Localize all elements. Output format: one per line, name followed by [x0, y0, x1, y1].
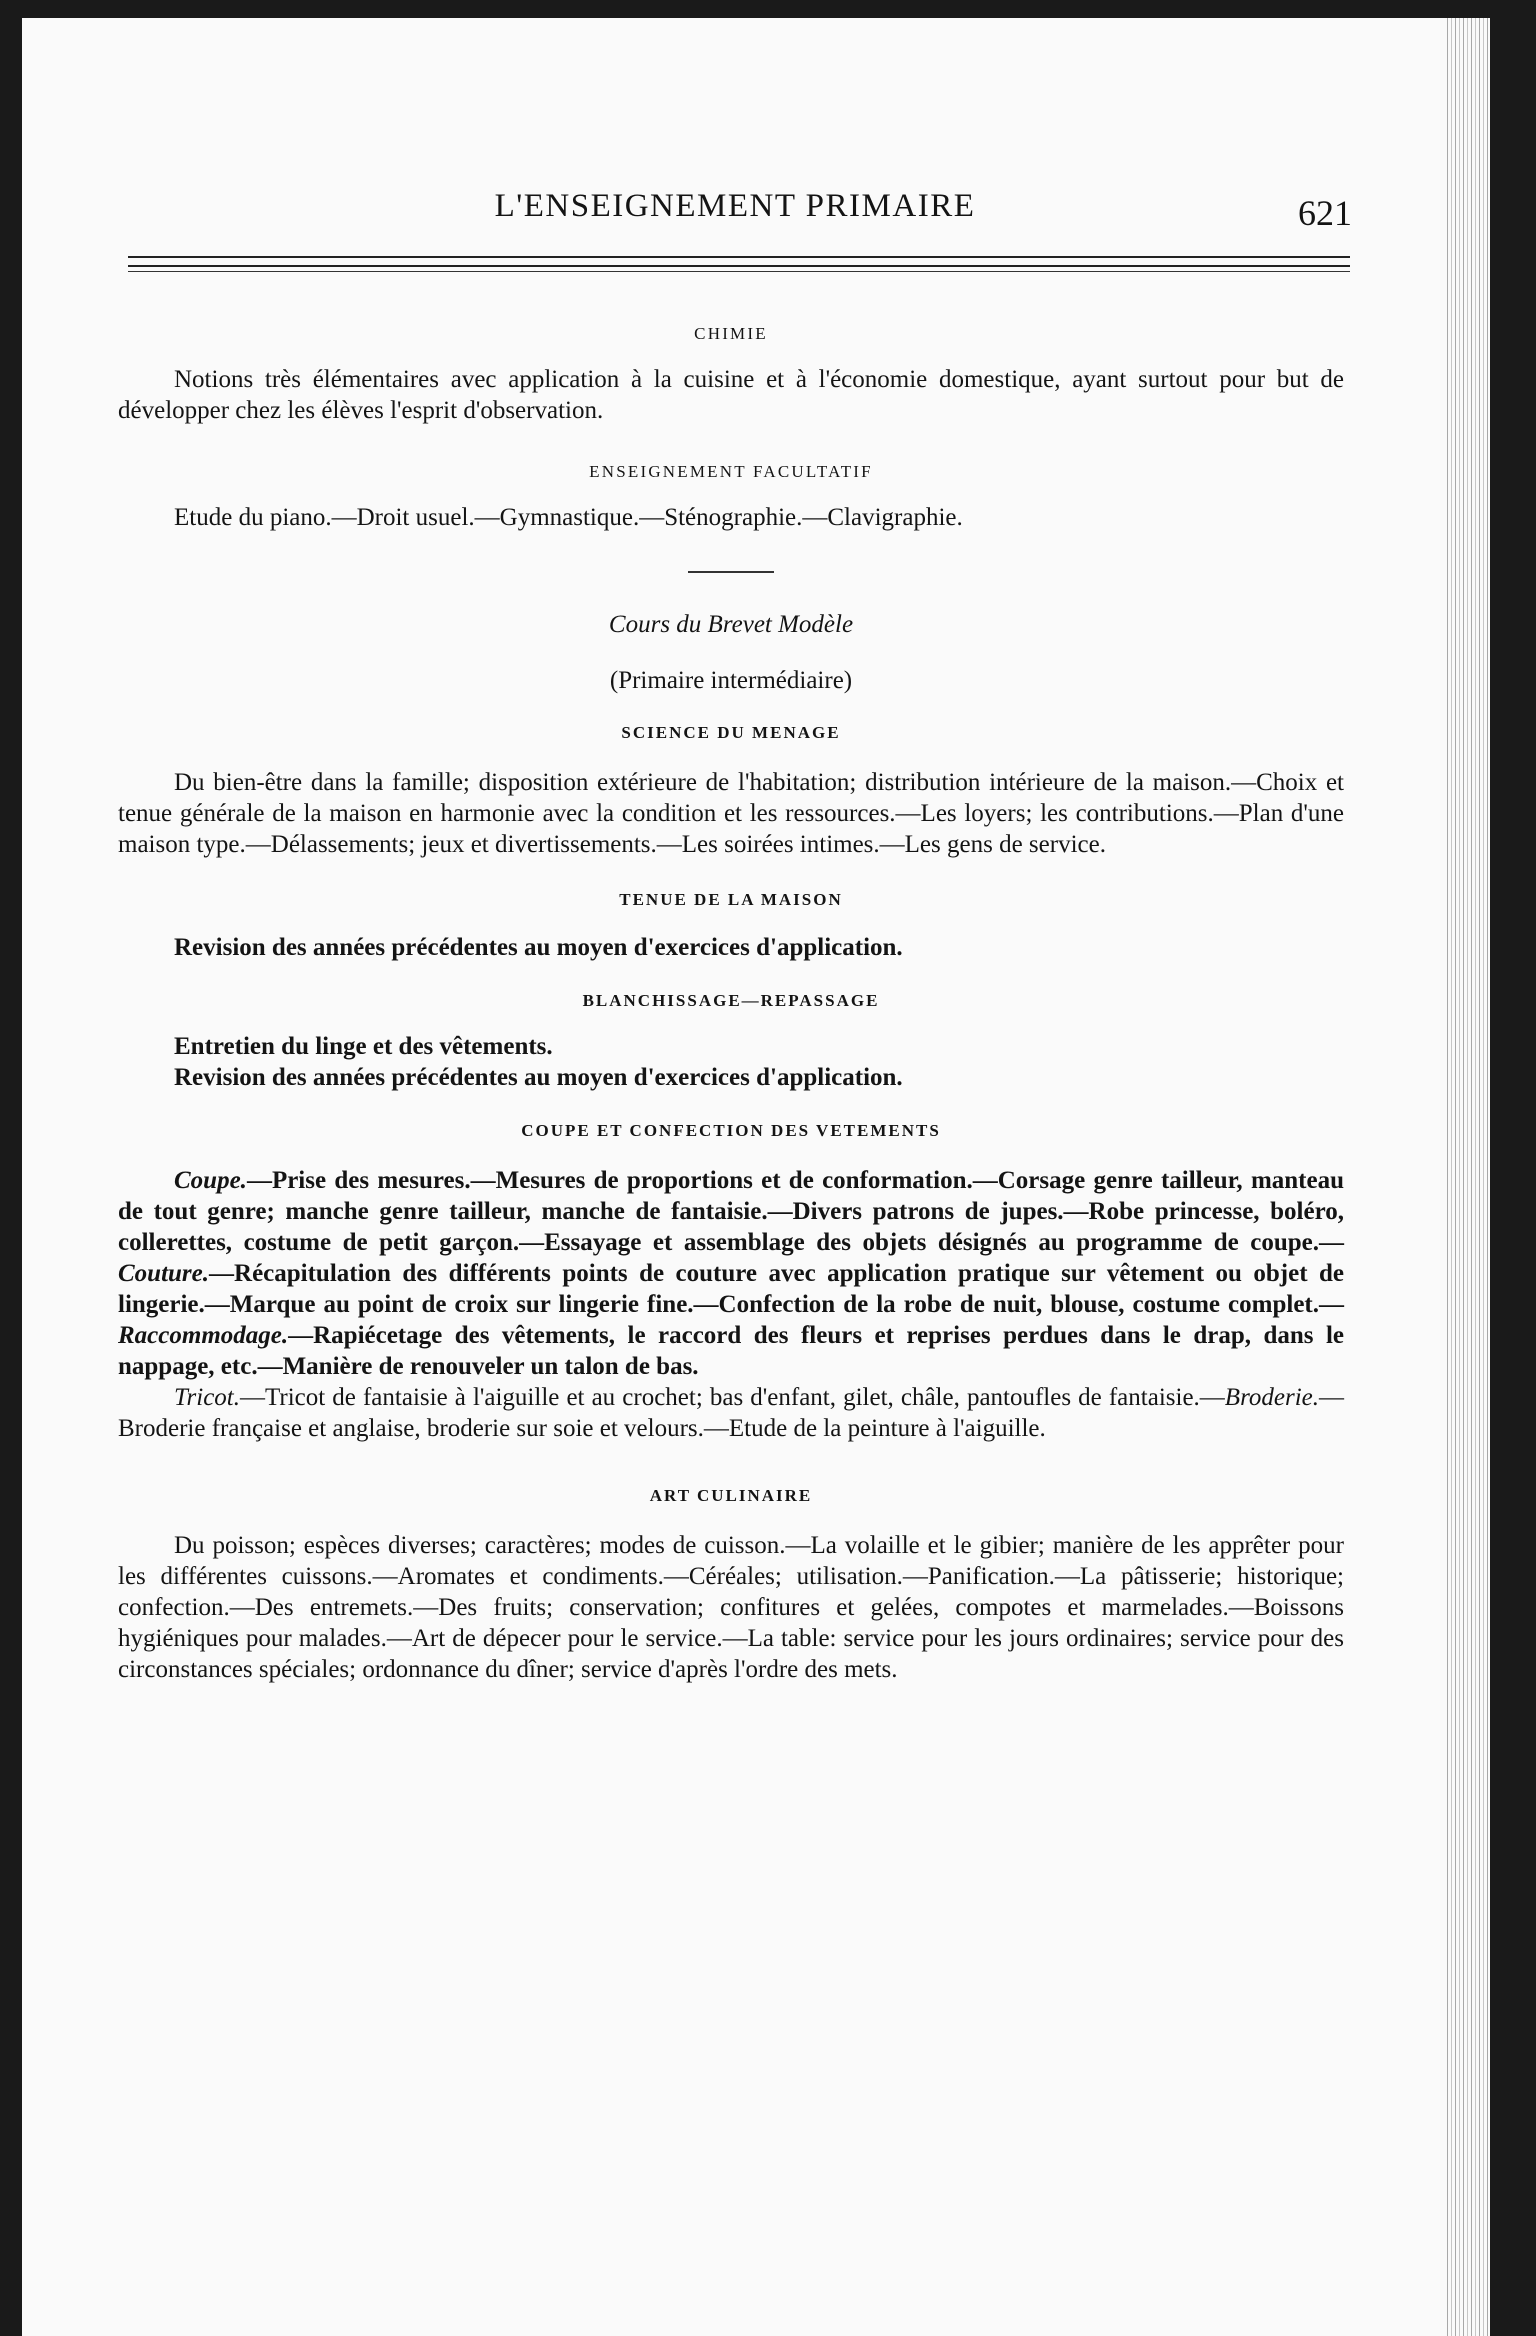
- course-subtitle: (Primaire intermédiaire): [609, 667, 853, 694]
- tenue-maison-paragraph: Revision des années précédentes au moyen d'exercices d'application.: [174, 934, 903, 961]
- coupe-paragraph: [118, 1165, 1344, 1382]
- coupe-label: Coupe.: [174, 1167, 247, 1194]
- blanchissage-line: Entretien du linge et des vêtements.: [174, 1033, 553, 1060]
- running-title: L'ENSEIGNEMENT PRIMAIRE: [494, 188, 976, 224]
- section-heading-coupe: COUPE ET CONFECTION DES VETEMENTS: [521, 1121, 941, 1140]
- section-heading-blanchissage: BLANCHISSAGE—REPASSAGE: [582, 991, 880, 1010]
- section-heading-art-culinaire: ART CULINAIRE: [649, 1486, 813, 1505]
- course-title: Cours du Brevet Modèle: [608, 611, 854, 638]
- facultatif-paragraph: Etude du piano.—Droit usuel.—Gymnastique.—Sténographie.—Clavigraphie.: [174, 504, 963, 531]
- page-edge-shadow: [1444, 18, 1490, 2336]
- chimie-paragraph: Notions très élémentaires avec application à la cuisine et à l'économie domestique, ayant surtout pour but de développer chez les élèves l'esprit d'observation.: [118, 366, 1344, 424]
- section-heading-facultatif: ENSEIGNEMENT FACULTATIF: [589, 462, 873, 481]
- header-rule: [128, 265, 1350, 267]
- blanchissage-line: Revision des années précédentes au moyen d'exercices d'application.: [174, 1064, 903, 1091]
- tricot-label: Tricot.: [174, 1384, 240, 1411]
- page-body: [118, 308, 1344, 1685]
- page-number: 621: [1298, 193, 1352, 233]
- section-heading-science-menage: SCIENCE DU MENAGE: [621, 723, 841, 742]
- header-rule: [128, 271, 1350, 272]
- broderie-text: —Broderie française et anglaise, broderie sur soie et velours.—Etude de la peinture à l'aiguille.: [118, 1384, 1344, 1442]
- page-header: [118, 188, 1352, 238]
- section-heading-chimie: CHIMIE: [694, 324, 768, 343]
- science-menage-paragraph: Du bien-être dans la famille; disposition extérieure de l'habitation; distribution intérieure de la maison.—Choix et tenue générale de la maison en harmonie avec la condition et les ressources.—Les loyers; les contributions.—Plan d'une maison type.—Délassements; jeux et divertissements.—Les soirées intimes.—Les gens de service.: [118, 769, 1344, 858]
- raccommodage-text: —Rapiécetage des vêtements, le raccord des fleurs et reprises perdues dans le drap, dans le nappage, etc.—Manière de renouveler un talon de bas.: [118, 1322, 1344, 1380]
- coupe-text: —Prise des mesures.—Mesures de proportions et de conformation.—Corsage genre tailleur, manteau de tout genre; manche genre tailleur, manche de fantaisie.—Divers patrons de jupes.—Robe princesse, boléro, collerettes, costume de petit garçon.—Essayage et assemblage des objets désignés au programme de coupe.—: [118, 1167, 1344, 1256]
- book-page: [22, 18, 1490, 2336]
- header-rule: [128, 256, 1350, 258]
- blanchissage-lines: [118, 1031, 1344, 1093]
- couture-label: Couture.: [118, 1260, 210, 1287]
- couture-text: —Récapitulation des différents points de couture avec application pratique sur vêtement ou objet de lingerie.—Marque au point de croix sur lingerie fine.—Confection de la robe de nuit, blouse, costume complet.—: [118, 1260, 1344, 1318]
- tricot-paragraph: [118, 1382, 1344, 1444]
- raccommodage-label: Raccommodage.: [118, 1322, 289, 1349]
- art-culinaire-paragraph: Du poisson; espèces diverses; caractères; modes de cuisson.—La volaille et le gibier; manière de les apprêter pour les différentes cuissons.—Aromates et condiments.—Céréales; utilisation.—Panification.—La pâtisserie; historique; confection.—Des entremets.—Des fruits; conservation; confitures et gelées, compotes et marmelades.—Boissons hygiéniques pour malades.—Art de dépecer pour le service.—La table: service pour les jours ordinaires; service pour des circonstances spéciales; ordonnance du dîner; service d'après l'ordre des mets.: [118, 1532, 1344, 1683]
- tricot-text: —Tricot de fantaisie à l'aiguille et au crochet; bas d'enfant, gilet, châle, pantoufles de fantaisie.—: [240, 1384, 1225, 1411]
- broderie-label: Broderie.: [1224, 1384, 1319, 1411]
- section-heading-tenue-maison: TENUE DE LA MAISON: [619, 890, 843, 909]
